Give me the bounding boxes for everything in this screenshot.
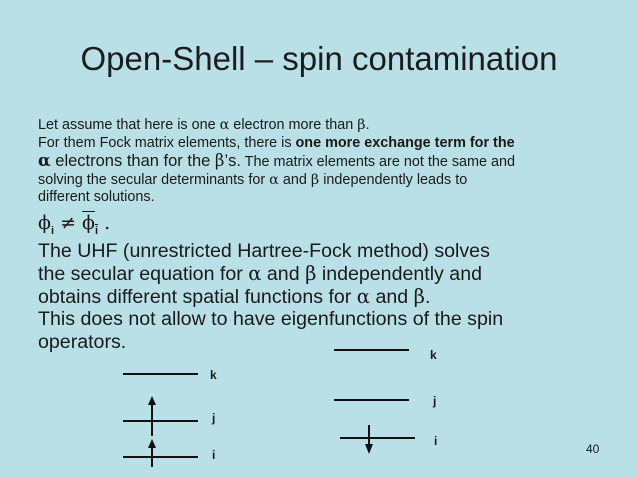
text: . xyxy=(424,285,431,308)
beta-symbol: β xyxy=(310,171,320,188)
text: solving the secular determinants for xyxy=(38,171,270,188)
right-label-j: j xyxy=(433,394,437,408)
alpha-symbol: α xyxy=(356,284,371,308)
text: and xyxy=(370,285,414,308)
spin-down-arrow-icon xyxy=(365,425,373,454)
left-label-k: k xyxy=(210,368,217,382)
left-label-i: i xyxy=(212,448,216,462)
right-label-k: k xyxy=(430,348,437,362)
left-label-j: j xyxy=(212,411,216,425)
phi-symbol: ϕ xyxy=(82,212,95,234)
beta-symbol: β xyxy=(413,284,425,308)
spin-up-arrow-icon xyxy=(148,396,156,436)
alpha-symbol: α xyxy=(269,171,279,188)
page-number: 40 xyxy=(586,442,600,456)
text: independently leads to xyxy=(319,171,468,188)
text: For them Fock matrix elements, there is xyxy=(38,134,296,151)
text: and xyxy=(261,262,306,285)
text: . xyxy=(98,212,111,234)
text: Let assume that here is one xyxy=(38,117,220,133)
phi-symbol: ϕ xyxy=(38,212,51,234)
text: The matrix elements are not the same and xyxy=(240,154,516,171)
bold-text: one more exchange term for the xyxy=(295,134,515,151)
slide-title: Open-Shell – spin contamination xyxy=(80,40,558,77)
text: the secular equation for xyxy=(38,262,249,285)
spin-up-arrow-icon xyxy=(148,439,156,467)
right-label-i: i xyxy=(434,434,438,448)
text: different solutions. xyxy=(38,189,155,206)
uhf-line-5: operators. xyxy=(38,331,127,354)
alpha-symbol: α xyxy=(219,117,230,133)
text: electrons than for the xyxy=(50,152,215,171)
beta-symbol: β xyxy=(357,117,366,133)
not-equal-symbol: ≠ xyxy=(60,212,76,234)
text: electron more than xyxy=(229,117,358,133)
alpha-symbol: α xyxy=(38,151,51,171)
text: obtains different spatial functions for xyxy=(38,285,357,308)
uhf-line-4: This does not allow to have eigenfunctions of the spin xyxy=(38,308,504,331)
uhf-line-1: The UHF (unrestricted Hartree-Fock method) solves xyxy=(38,240,490,262)
text: . xyxy=(365,117,370,133)
beta-symbol: β xyxy=(305,261,317,285)
text: ’s. xyxy=(224,152,241,171)
subscript: i xyxy=(94,224,99,237)
text: and xyxy=(278,171,311,188)
beta-symbol: β xyxy=(214,151,225,171)
alpha-symbol: α xyxy=(248,261,262,285)
subscript: i xyxy=(50,224,55,237)
text: independently and xyxy=(316,262,482,285)
